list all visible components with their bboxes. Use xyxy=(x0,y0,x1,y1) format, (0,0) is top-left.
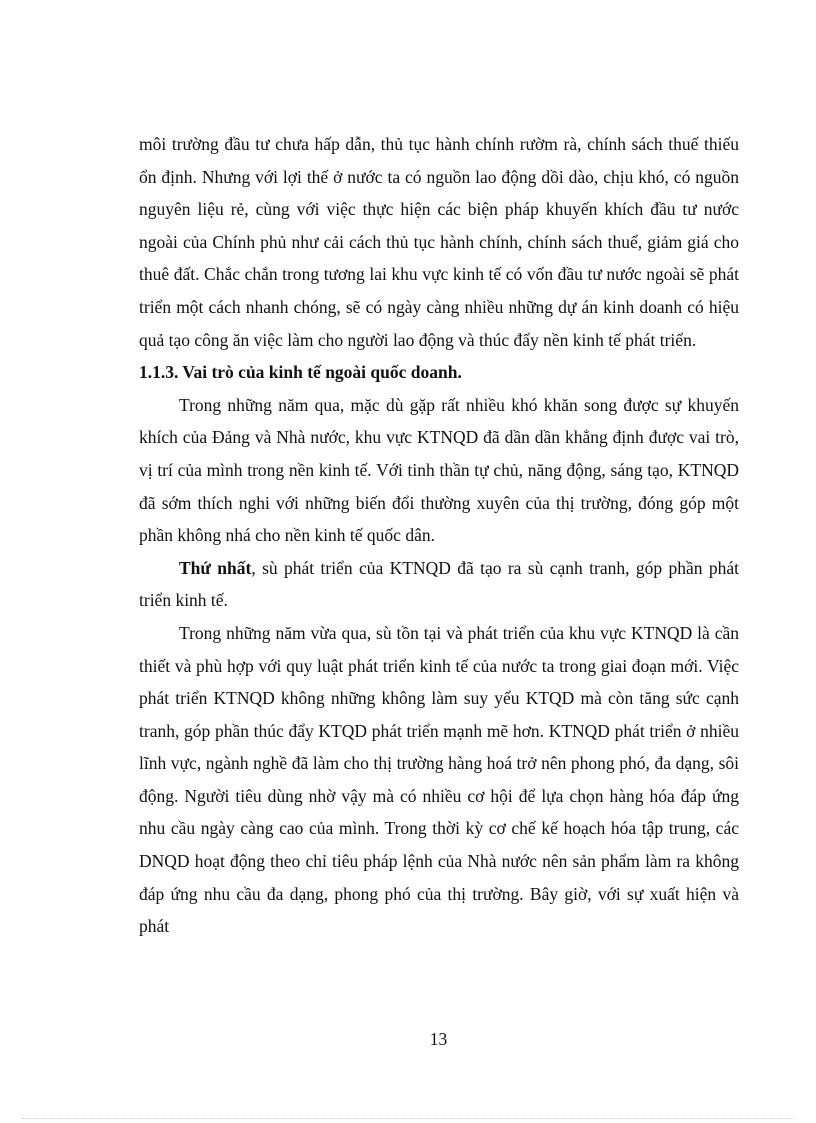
first-point-lead: Thứ nhất xyxy=(179,557,252,578)
paragraph-first-point xyxy=(139,552,739,617)
paragraph-continuation: môi trường đầu tư chưa hấp dẫn, thủ tục hành chính rườm rà, chính sách thuế thiếu ổn định. Nhưng với lợi thế ở nước ta có nguồn lao động dồi dào, chịu khó, có nguồn nguyên liệu rẻ, cùng với việc thực hiện các biện pháp khuyến khích đầu tư nước ngoài của Chính phủ như cải cách thủ tục hành chính, chính sách thuế, giảm giá cho thuê đất. Chắc chắn trong tương lai khu vực kinh tế có vốn đầu tư nước ngoài sẽ phát triển một cách nhanh chóng, sẽ có ngày càng nhiều những dự án kinh doanh có hiệu quả tạo công ăn việc làm cho người lao động và thúc đẩy nền kinh tế phát triển. xyxy=(139,134,739,350)
paragraph-body: Trong những năm vừa qua, sù tồn tại và phát triển của khu vực KTNQD là cần thiết và phù hợp với quy luật phát triển kinh tế của nước ta trong giai đoạn mới. Việc phát triển KTNQD không những không làm suy yếu KTQD mà còn tăng sức cạnh tranh, góp phần thúc đẩy KTQD phát triển mạnh mẽ hơn. KTNQD phát triển ở nhiều lĩnh vực, ngành nghề đã làm cho thị trường hàng hoá trở nên phong phó, đa dạng, sôi động. Người tiêu dùng nhờ vậy mà có nhiều cơ hội để lựa chọn hàng hóa đáp ứng nhu cầu ngày càng cao của mình. Trong thời kỳ cơ chế kế hoạch hóa tập trung, các DNQD hoạt động theo chỉ tiêu pháp lệnh của Nhà nước nên sản phẩm làm ra không đáp ứng nhu cầu đa dạng, phong phó của thị trường. Bây giờ, với sự xuất hiện và phát xyxy=(139,622,739,937)
first-point-text: , sù phát triển của KTNQD đã tạo ra sù cạnh tranh, góp phần phát triển kinh tế. xyxy=(139,557,739,611)
footer-divider xyxy=(22,1118,794,1119)
paragraph-intro: Trong những năm qua, mặc dù gặp rất nhiều khó khăn song được sự khuyến khích của Đảng và Nhà nước, khu vực KTNQD đã dần dần khẳng định được vai trò, vị trí của mình trong nền kinh tế. Với tinh thần tự chủ, năng động, sáng tạo, KTNQD đã sớm thích nghi với những biến đổi thường xuyên của thị trường, đóng góp một phần không nhá cho nền kinh tế quốc dân. xyxy=(139,394,739,546)
body-text xyxy=(139,128,739,943)
section-heading: 1.1.3. Vai trò của kinh tế ngoài quốc doanh. xyxy=(139,362,462,383)
page-number: 13 xyxy=(429,1029,448,1049)
